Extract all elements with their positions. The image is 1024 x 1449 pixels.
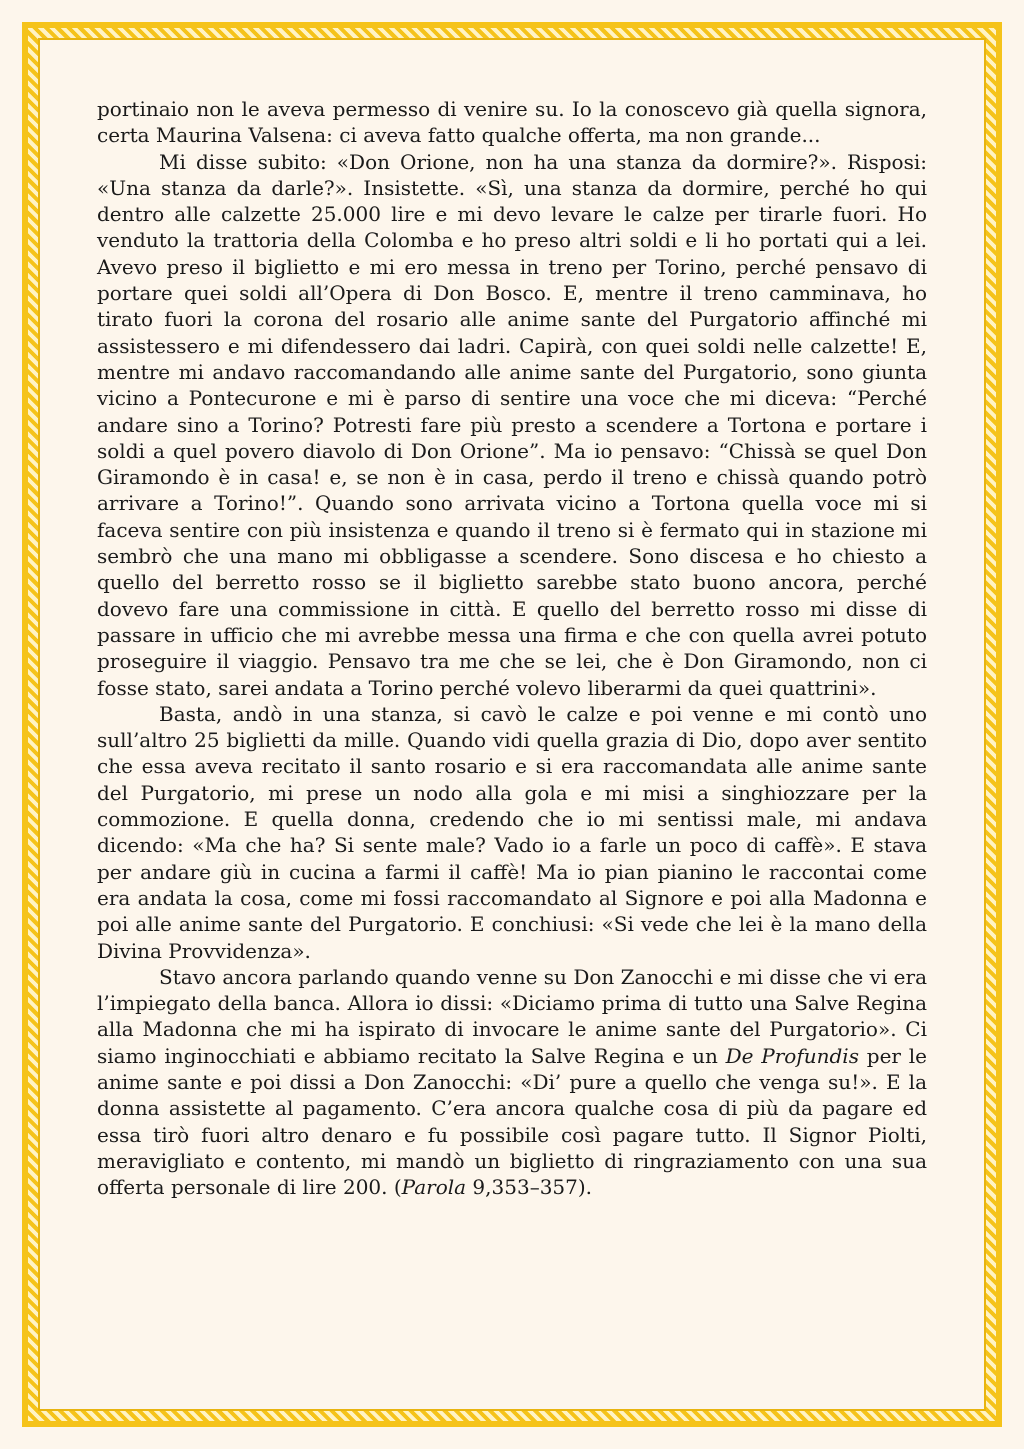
paragraph-4-part-2: per le anime sante e poi dissi a Don Zanocchi: «Di’ pure a quello che venga su!». E la donna assistette al pagamento. C’era ancora qualche cosa di più da pagare ed essa tirò fuori altro denaro e fu possibile così pagare tutto. Il Signor Piolti, meravigliato e contento, mi mandò un biglietto di ringraziamento con una sua offerta personale di lire 200. ( <box>97 1043 927 1200</box>
citation-reference: 9,353–357). <box>466 1175 593 1200</box>
paragraph-3: Basta, andò in una stanza, si cavò le calze e poi venne e mi contò uno sull’altro 25 biglietti da mille. Quando vidi quella grazia di Dio, dopo aver sentito che essa aveva recitato il santo rosario e si era raccomandata alle anime sante del Purgatorio, mi prese un nodo alla gola e mi misi a singhiozzare per la commozione. E quella donna, credendo che io mi sentissi male, mi andava dicendo: «Ma che ha? Si sente male? Vado io a farle un poco di caffè». E stava per andare giù in cucina a farmi il caffè! Ma io pian pianino le raccontai come era andata la cosa, come mi fossi raccomandato al Signore e poi alla Madonna e poi alle anime sante del Purgatorio. E conchiusi: «Si vede che lei è la mano della Divina Provvidenza». <box>97 701 927 963</box>
paragraph-1: portinaio non le aveva permesso di venire su. Io la conoscevo già quella signora, certa Maurina Valsena: ci aveva fatto qualche offerta, ma non grande... <box>97 97 927 148</box>
paragraph-4-part-1: Stavo ancora parlando quando venne su Don Zanocchi e mi disse che vi era l’impiegato della banca. Allora io dissi: «Diciamo prima di tutto una Salve Regina alla Madonna che mi ha ispirato di invocare le anime sante del Purgatorio». Ci siamo inginocchiati e abbiamo recitato la Salve Regina e un <box>97 964 927 1068</box>
citation-source: Parola <box>401 1175 467 1200</box>
paragraph-2: Mi disse subito: «Don Orione, non ha una stanza da dormire?». Risposi: «Una stanza da darle?». Insistette. «Sì, una stanza da dormire, perché ho qui dentro alle calzette 25.000 lire e mi devo levare le calze per tirarle fuori. Ho venduto la trattoria della Colomba e ho preso altri soldi e li ho portati qui a lei. Avevo preso il biglietto e mi ero messa in treno per Torino, perché pensavo di portare quei soldi all’Opera di Don Bosco. E, mentre il treno camminava, ho tirato fuori la corona del rosario alle anime sante del Purgatorio affinché mi assistessero e mi difendessero dai ladri. Capirà, con quei soldi nelle calzette! E, mentre mi andavo raccomandando alle anime sante del Purgatorio, sono giunta vicino a Pontecurone e mi è parso di sentire una voce che mi diceva: “Perché andare sino a Torino? Potresti fare più presto a scendere a Tortona e portare i soldi a quel povero diavolo di Don Orione”. Ma io pensavo: “Chissà se quel Don Giramondo è in casa! e, se non è in casa, perdo il treno e chissà quando potrò arrivare a Torino!”. Quando sono arrivata vicino a Tortona quella voce mi si faceva sentire con più insistenza e quando il treno si è fermato qui in stazione mi sembrò che una mano mi obbligasse a scendere. Sono discesa e ho chiesto a quello del berretto rosso se il biglietto sarebbe stato buono ancora, perché dovevo fare una commissione in città. E quello del berretto rosso mi disse di passare in ufficio che mi avrebbe messa una firma e che con quella avrei potuto proseguire il viaggio. Pensavo tra me che se lei, che è Don Giramondo, non ci fosse stato, sarei andata a Torino perché volevo liberarmi da quei quattrini». <box>97 149 927 700</box>
paragraph-4 <box>97 964 927 1201</box>
de-profundis-title: De Profundis <box>725 1043 859 1068</box>
body-text <box>97 96 927 1200</box>
